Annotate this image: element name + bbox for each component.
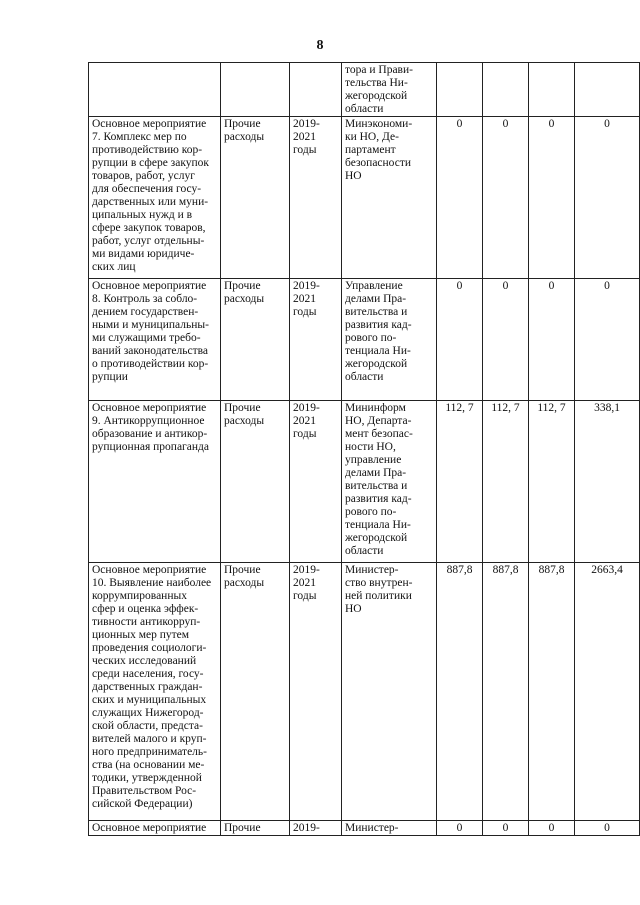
activity-name-cell xyxy=(89,63,221,117)
funding-source-cell xyxy=(221,63,290,117)
activity-name-cell: Основное мероприятие xyxy=(89,821,221,836)
table-row xyxy=(89,401,640,563)
value-2020-cell: 887,8 xyxy=(483,563,529,821)
table-row xyxy=(89,63,640,117)
value-2019-cell: 887,8 xyxy=(437,563,483,821)
value-2020-cell: 0 xyxy=(483,117,529,279)
page-number: 8 xyxy=(316,38,324,53)
term-cell: 2019- 2021 годы xyxy=(290,117,342,279)
value-total-cell: 0 xyxy=(575,279,640,401)
value-2019-cell: 0 xyxy=(437,279,483,401)
value-2021-cell xyxy=(529,63,575,117)
executor-cell: Минэкономи- ки НО, Де- партамент безопасности НО xyxy=(342,117,437,279)
executor-cell: Управление делами Пра- вительства и развития кад- рового по- тенциала Ни- жегородской области xyxy=(342,279,437,401)
activity-name-cell: Основное мероприятие 10. Выявление наиболее коррумпированных сфер и оценка эффек- тивности антикорруп- ционных мер путем проведения социологи- ческих исследований среди населения, госу- дарственных граждан- ских и муниципальных служащих Нижегород- ской области, предста- вителей малого и круп- ного предприниматель- ства (на основании ме- тодики, утвержденной Правительством Рос- сийской Федерации) xyxy=(89,563,221,821)
value-total-cell xyxy=(575,63,640,117)
executor-cell: тора и Прави- тельства Ни- жегородской области xyxy=(342,63,437,117)
value-2020-cell: 0 xyxy=(483,279,529,401)
funding-source-cell: Прочие xyxy=(221,821,290,836)
term-cell: 2019- 2021 годы xyxy=(290,563,342,821)
funding-source-cell: Прочие расходы xyxy=(221,117,290,279)
executor-cell: Министер- ство внутрен- ней политики НО xyxy=(342,563,437,821)
program-activities-table xyxy=(88,62,640,836)
term-cell: 2019- 2021 годы xyxy=(290,279,342,401)
value-2020-cell: 0 xyxy=(483,821,529,836)
table-row xyxy=(89,563,640,821)
value-total-cell: 338,1 xyxy=(575,401,640,563)
funding-source-cell: Прочие расходы xyxy=(221,401,290,563)
value-total-cell: 0 xyxy=(575,821,640,836)
value-total-cell: 2663,4 xyxy=(575,563,640,821)
value-2019-cell: 0 xyxy=(437,821,483,836)
value-2019-cell xyxy=(437,63,483,117)
value-2021-cell: 0 xyxy=(529,279,575,401)
value-2020-cell xyxy=(483,63,529,117)
value-2019-cell: 0 xyxy=(437,117,483,279)
value-2021-cell: 887,8 xyxy=(529,563,575,821)
activity-name-cell: Основное мероприятие 7. Комплекс мер по противодействию кор- рупции в сфере закупок товаров, работ, услуг для обеспечения госу- дарственных или муни- ципальных нужд и в сфере закупок товаров, работ, услуг отдельны- ми видами юридиче- ских лиц xyxy=(89,117,221,279)
term-cell: 2019- 2021 годы xyxy=(290,401,342,563)
value-2021-cell: 0 xyxy=(529,117,575,279)
value-2020-cell: 112, 7 xyxy=(483,401,529,563)
executor-cell: Министер- xyxy=(342,821,437,836)
funding-source-cell: Прочие расходы xyxy=(221,279,290,401)
term-cell xyxy=(290,63,342,117)
table-row xyxy=(89,821,640,836)
value-2019-cell: 112, 7 xyxy=(437,401,483,563)
term-cell: 2019- xyxy=(290,821,342,836)
table-row xyxy=(89,117,640,279)
value-total-cell: 0 xyxy=(575,117,640,279)
table-row xyxy=(89,279,640,401)
executor-cell: Мининформ НО, Департа- мент безопас- ности НО, управление делами Пра- вительства и развития кад- рового по- тенциала Ни- жегородской области xyxy=(342,401,437,563)
value-2021-cell: 0 xyxy=(529,821,575,836)
funding-source-cell: Прочие расходы xyxy=(221,563,290,821)
activity-name-cell: Основное мероприятие 9. Антикоррупционное образование и антикор- рупционная пропаганда xyxy=(89,401,221,563)
value-2021-cell: 112, 7 xyxy=(529,401,575,563)
activity-name-cell: Основное мероприятие 8. Контроль за собло- дением государствен- ными и муниципальны- ми служащими требо- ваний законодательства о противодействии кор- рупции xyxy=(89,279,221,401)
